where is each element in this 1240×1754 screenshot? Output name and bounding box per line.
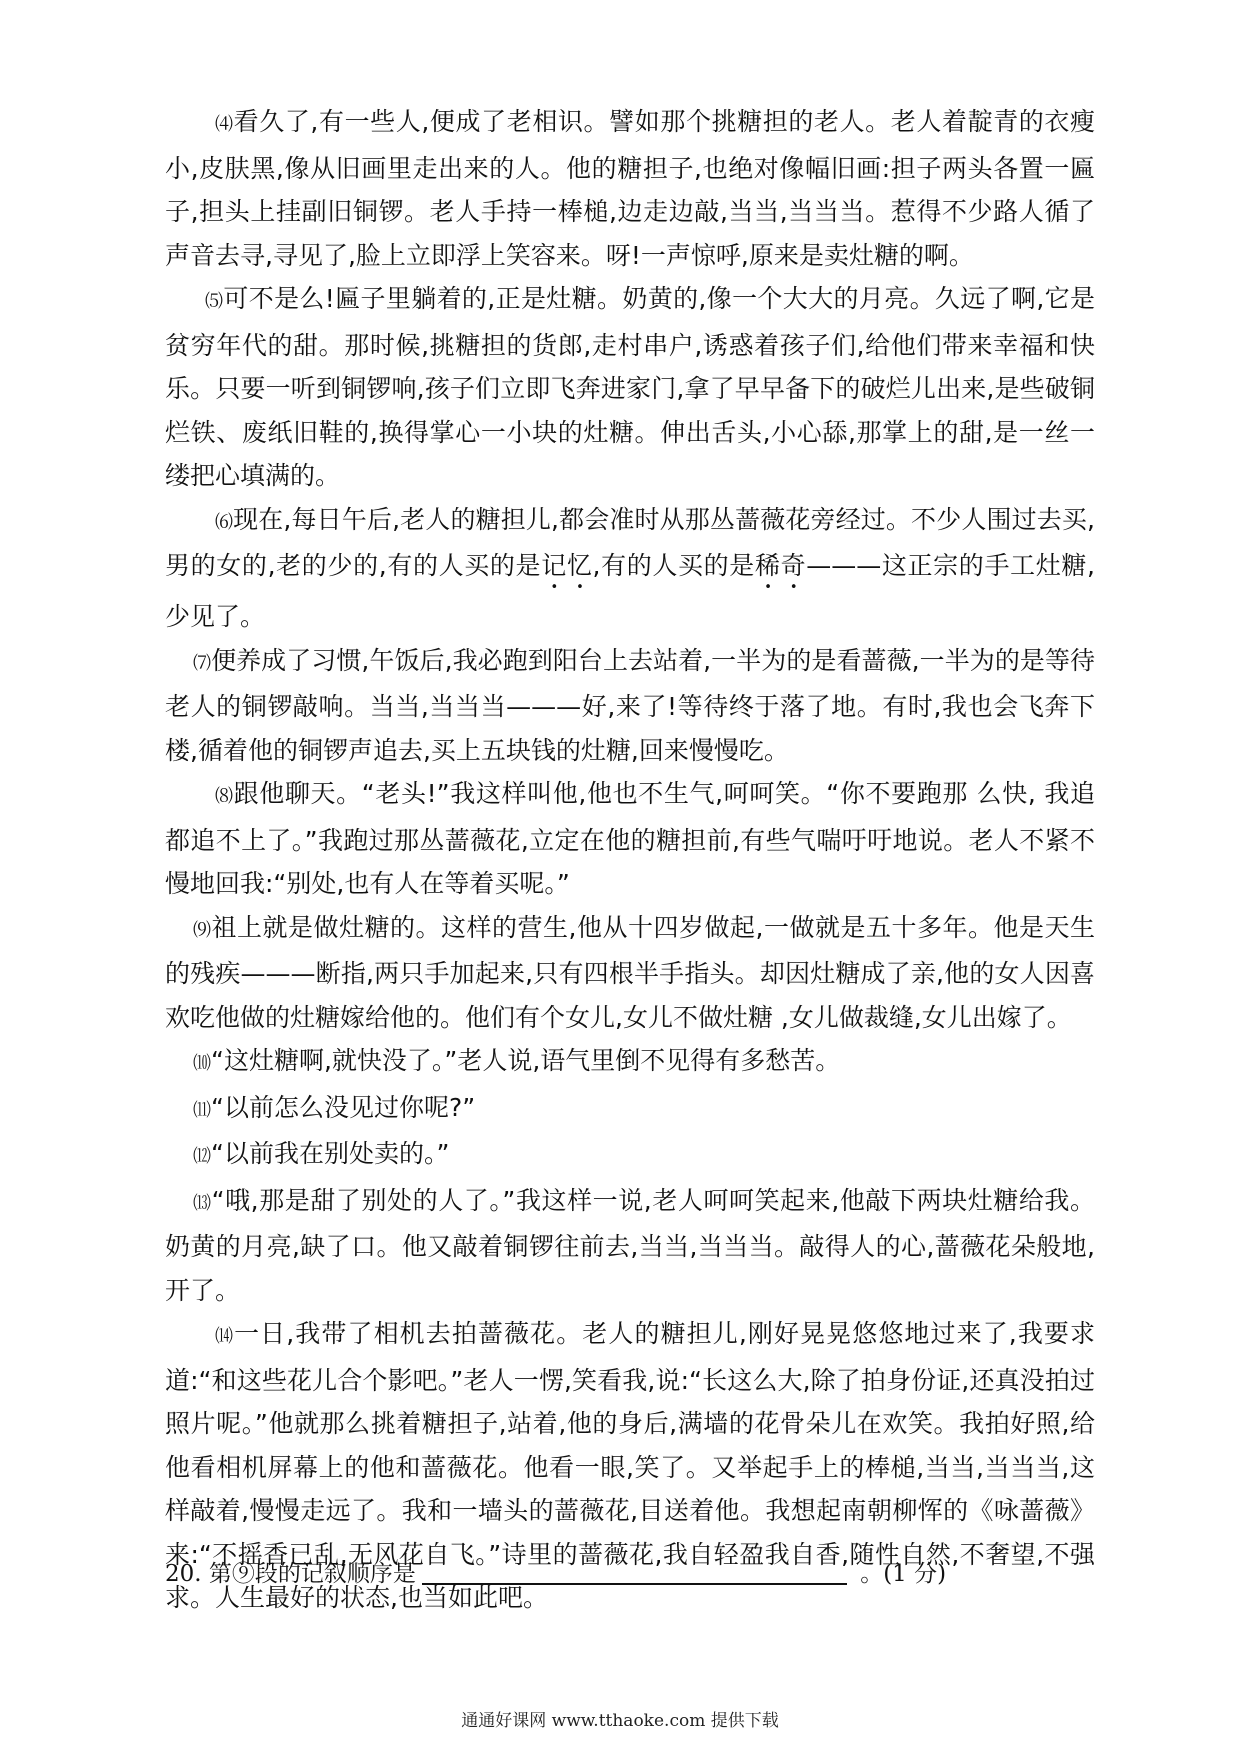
paragraph-text: 一日,我带了相机去拍蔷薇花。老人的糖担儿,刚好晃晃悠悠地过来了,我要求道:“和这些花儿合个影吧。”老人一愣,笑看我,说:“长这么大,除了拍身份证,还真没拍过照片呢。”他就那么挑着糖担子,站着,他的身后,满墙的花骨朵儿在欢笑。我拍好照,给他看相机屏幕上的他和蔷薇花。他看一眼,笑了。又举起手上的棒槌,当当,当当当,这样敲着,慢慢走远了。我和一墙头的蔷薇花,目送着他。我想起南朝柳恽的《咏蔷薇》来:“不摇香已乱,无风花自飞。”诗里的蔷薇花,我自轻盈我自香,随性自然,不奢望,不强求。人生最好的状态,也当如此吧。 — [165, 1319, 1096, 1612]
paragraph-number: ⑷ — [215, 114, 234, 135]
paragraph-text: 现在,每日午后,老人的糖担儿,都会准时从那丛蔷薇花旁经过。不少人围过去买,男的女的,老的少的,有的人买的是 — [165, 504, 1095, 580]
paragraph-number: ⑿ — [193, 1146, 211, 1167]
paragraph-number: ⒁ — [215, 1326, 235, 1347]
paragraph-text: ———这正宗的手工灶糖,少见了。 — [165, 551, 1095, 631]
reading-passage — [165, 100, 1095, 1620]
paragraph-text: 跟他聊天。“老头!”我这样叫他,他也不生气,呵呵笑。“你不要跑那 么快, 我追都追不上了。”我跑过那丛蔷薇花,立定在他的糖担前,有些气喘吁吁地说。老人不紧不慢地回我:“别处,也有人在等着买呢。” — [165, 779, 1095, 898]
paragraph-number: ⑹ — [215, 511, 234, 533]
paragraph-text: “这灶糖啊,就快没了。”老人说,语气里倒不见得有多愁苦。 — [211, 1046, 841, 1075]
paragraph-number: ⒀ — [193, 1192, 212, 1214]
paragraph-text: “哦,那是甜了别处的人了。”我这样一说,老人呵呵笑起来,他敲下两块灶糖给我。奶黄的月亮,缺了口。他又敲着铜锣往前去,当当,当当当。敲得人的心,蔷薇花朵般地,开了。 — [165, 1185, 1096, 1305]
paragraph-text: 便养成了习惯,午饭后,我必跑到阳台上去站着,一半为的是看蔷薇,一半为的是等待老人的铜锣敲响。当当,当当当———好,来了!等待终于落了地。有时,我也会飞奔下楼,循着他的铜锣声追去,买上五块钱的灶糖,回来慢慢吃。 — [165, 645, 1095, 765]
answer-blank[interactable] — [422, 1555, 847, 1585]
paragraph-9 — [165, 906, 1095, 1040]
paragraph-number: ⑺ — [193, 652, 212, 674]
paragraph-text: 看久了,有一些人,便成了老相识。譬如那个挑糖担的老人。老人着靛青的衣瘦小,皮肤黑,像从旧画里走出来的人。他的糖担子,也绝对像幅旧画:担子两头各置一匾子,担头上挂副旧铜锣。老人手持一棒槌,边走边敲,当当,当当当。惹得不少路人循了声音去寻,寻见了,脸上立即浮上笑容来。呀!一声惊呼,原来是卖灶糖的啊。 — [165, 107, 1095, 270]
paragraph-12 — [165, 1132, 1095, 1179]
emphasized-word-rare: 稀奇 — [754, 551, 807, 580]
paragraph-10 — [165, 1039, 1095, 1086]
paragraph-text: 可不是么!匾子里躺着的,正是灶糖。奶黄的,像一个大大的月亮。久远了啊,它是贫穷年代的甜。那时候,挑糖担的货郎,走村串户,诱惑着孩子们,给他们带来幸福和快乐。只要一听到铜锣响,孩子们立即飞奔进家门,拿了早早备下的破烂儿出来,是些破铜烂铁、废纸旧鞋的,换得掌心一小块的灶糖。伸出舌头,小心舔,那掌上的甜,是一丝一缕把心填满的。 — [165, 284, 1095, 490]
question-20 — [165, 1555, 1065, 1592]
page-footer: 通通好课网 www.tthaoke.com 提供下载 — [461, 1711, 779, 1731]
paragraph-number: ⑸ — [205, 291, 224, 312]
paragraph-text: ,有的人买的是 — [592, 551, 755, 580]
paragraph-8 — [165, 772, 1095, 906]
paragraph-6 — [165, 498, 1095, 639]
paragraph-number: ⑻ — [215, 786, 234, 807]
emphasized-word-memory: 记忆 — [541, 551, 593, 580]
paragraph-number: ⑾ — [193, 1099, 211, 1121]
paragraph-text: “以前我在别处卖的。” — [211, 1139, 450, 1168]
paragraph-text: 祖上就是做灶糖的。这样的营生,他从十四岁做起,一做就是五十多年。他是天生的残疾———断指,两只手加起来,只有四根半手指头。却因灶糖成了亲,他的女人因喜欢吃他做的灶糖嫁给他的。他们有个女儿,女儿不做灶糖 ,女儿做裁缝,女儿出嫁了。 — [165, 912, 1096, 1032]
paragraph-text: “以前怎么没见过你呢?” — [211, 1092, 476, 1122]
paragraph-7 — [165, 639, 1095, 773]
paragraph-11 — [165, 1086, 1095, 1133]
paragraph-5 — [165, 277, 1095, 498]
paragraph-4 — [165, 100, 1095, 277]
question-score: 。(1 分) — [852, 1561, 947, 1587]
question-prompt: 20. 第⑨段的记叙顺序是 — [165, 1561, 416, 1587]
paragraph-number: ⑼ — [193, 919, 212, 941]
paragraph-number: ⑽ — [193, 1053, 211, 1074]
paragraph-13 — [165, 1179, 1095, 1313]
